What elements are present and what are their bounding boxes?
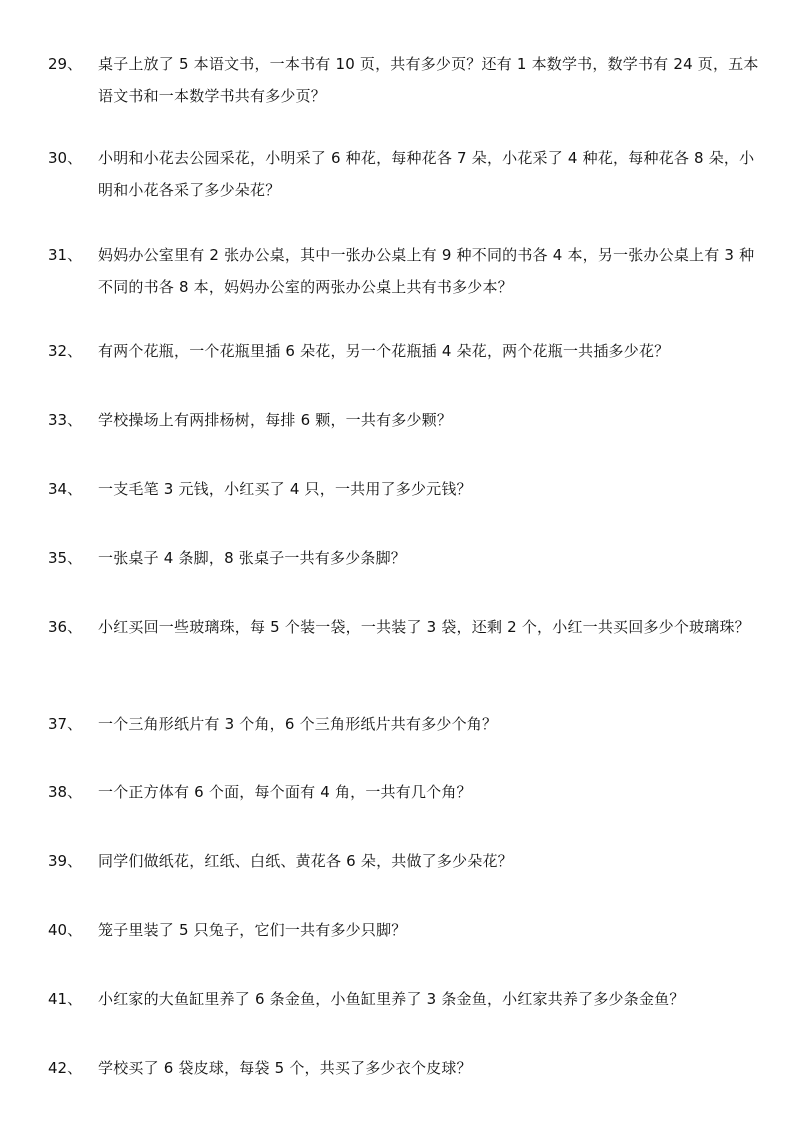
problem-number: 41、	[48, 990, 83, 1008]
problem-text: 桌子上放了 5 本语文书，一本书有 10 页，共有多少页？还有 1 本数学书，数学书有 24 页，五本语文书和一本数学书共有多少页？	[98, 55, 759, 105]
problem-text: 一个正方体有 6 个面，每个面有 4 角，一共有几个角？	[98, 783, 472, 801]
problem-text: 一个三角形纸片有 3 个角，6 个三角形纸片共有多少个角？	[98, 715, 498, 733]
problem-number: 37、	[48, 715, 83, 733]
problem-text: 小红家的大鱼缸里养了 6 条金鱼，小鱼缸里养了 3 条金鱼，小红家共养了多少条金鱼？	[98, 990, 685, 1008]
problem-text: 学校操场上有两排杨树，每排 6 颗，一共有多少颗？	[98, 411, 453, 429]
problem-number: 40、	[48, 921, 83, 939]
problem-number: 39、	[48, 852, 83, 870]
problem-text: 妈妈办公室里有 2 张办公桌，其中一张办公桌上有 9 种不同的书各 4 本，另一张办公桌上有 3 种不同的书各 8 本，妈妈办公室的两张办公桌上共有书多少本？	[98, 246, 755, 296]
problem-text: 学校买了 6 袋皮球，每袋 5 个，共买了多少衣个皮球？	[98, 1059, 472, 1077]
problem-number: 33、	[48, 411, 83, 429]
problem-number: 29、	[48, 55, 83, 73]
problem-number: 35、	[48, 549, 83, 567]
problem-number: 30、	[48, 149, 83, 167]
problem-number: 38、	[48, 783, 83, 801]
problem-number: 31、	[48, 246, 83, 264]
problem-text: 笼子里装了 5 只兔子，它们一共有多少只脚？	[98, 921, 407, 939]
problem-number: 36、	[48, 618, 83, 636]
problem-number: 34、	[48, 480, 83, 498]
problem-text: 有两个花瓶，一个花瓶里插 6 朵花，另一个花瓶插 4 朵花，两个花瓶一共插多少花？	[98, 342, 670, 360]
problem-text: 同学们做纸花，红纸、白纸、黄花各 6 朵，共做了多少朵花？	[98, 852, 513, 870]
problem-text: 小红买回一些玻璃珠，每 5 个装一袋，一共装了 3 袋，还剩 2 个，小红一共买回多少个玻璃珠？	[98, 618, 750, 636]
problem-number: 42、	[48, 1059, 83, 1077]
problem-text: 一张桌子 4 条脚，8 张桌子一共有多少条脚？	[98, 549, 406, 567]
problem-text: 一支毛笔 3 元钱，小红买了 4 只，一共用了多少元钱？	[98, 480, 472, 498]
problem-text: 小明和小花去公园采花，小明采了 6 种花，每种花各 7 朵，小花采了 4 种花，每种花各 8 朵，小明和小花各采了多少朵花？	[98, 149, 755, 199]
problem-number: 32、	[48, 342, 83, 360]
